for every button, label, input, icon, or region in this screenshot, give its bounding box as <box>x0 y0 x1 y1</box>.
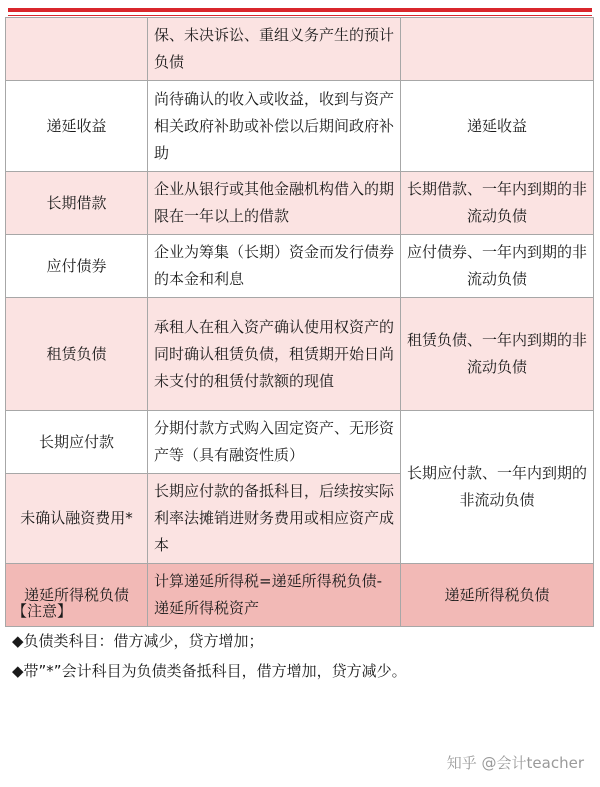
report-item: 应付债券、一年内到期的非流动负债 <box>401 235 594 298</box>
account-name: 长期应付款 <box>6 411 148 474</box>
account-description: 承租人在租入资产确认使用权资产的同时确认租赁负债，租赁期开始日尚未支付的租赁付款额的现值 <box>148 298 401 411</box>
account-description: 企业从银行或其他金融机构借入的期限在一年以上的借款 <box>148 172 401 235</box>
notes-section <box>12 596 407 686</box>
account-description: 长期应付款的备抵科目，后续按实际利率法摊销进财务费用或相应资产成本 <box>148 474 401 564</box>
table-row <box>6 18 594 81</box>
account-name <box>6 18 148 81</box>
header-red-bar <box>8 8 592 12</box>
report-item: 递延收益 <box>401 81 594 172</box>
account-description: 分期付款方式购入固定资产、无形资产等（具有融资性质） <box>148 411 401 474</box>
account-description: 保、未决诉讼、重组义务产生的预计负债 <box>148 18 401 81</box>
table-row <box>6 81 594 172</box>
table-row <box>6 298 594 411</box>
report-item: 租赁负债、一年内到期的非流动负债 <box>401 298 594 411</box>
report-item <box>401 18 594 81</box>
table-row <box>6 235 594 298</box>
note-line: ◆负债类科目：借方减少，贷方增加； <box>12 632 264 650</box>
account-description: 企业为筹集（长期）资金而发行债券的本金和利息 <box>148 235 401 298</box>
report-item: 长期应付款、一年内到期的非流动负债 <box>401 411 594 564</box>
watermark: 知乎 @会计teacher <box>446 754 584 772</box>
account-description: 尚待确认的收入或收益，收到与资产相关政府补助或补偿以后期间政府补助 <box>148 81 401 172</box>
account-name: 应付债券 <box>6 235 148 298</box>
table-row <box>6 172 594 235</box>
account-description: 计算递延所得税=递延所得税负债-递延所得税资产 <box>148 564 401 627</box>
report-item: 长期借款、一年内到期的非流动负债 <box>401 172 594 235</box>
account-name: 递延收益 <box>6 81 148 172</box>
header-red-line <box>8 15 592 16</box>
note-line: ◆带”*”会计科目为负债类备抵科目，借方增加，贷方减少。 <box>12 662 407 680</box>
account-name: 长期借款 <box>6 172 148 235</box>
notes-title: 【注意】 <box>12 602 73 620</box>
account-name: 未确认融资费用* <box>6 474 148 564</box>
account-name: 租赁负债 <box>6 298 148 411</box>
table-row <box>6 411 594 474</box>
report-item: 递延所得税负债 <box>401 564 594 627</box>
account-name: 递延所得税负债 <box>6 564 148 627</box>
liability-accounts-table <box>5 17 594 627</box>
